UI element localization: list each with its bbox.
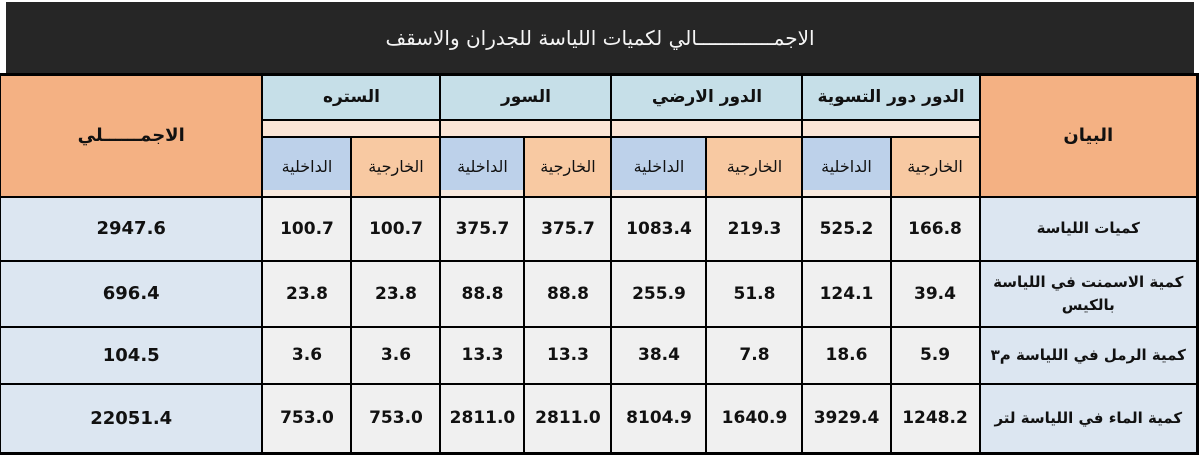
value-cell: 2811.0: [524, 384, 611, 454]
value-cell: 124.1: [802, 261, 890, 327]
separator-cell: [440, 120, 611, 137]
value-cell: 219.3: [706, 197, 802, 261]
value-cell: 3929.4: [802, 384, 890, 454]
subheader-external-basement: الخارجية: [891, 137, 980, 197]
value-cell: 88.8: [524, 261, 611, 327]
value-cell: 375.7: [524, 197, 611, 261]
plaster-quantities-table: [0, 73, 1199, 455]
group-header-basement-floor: الدور دور التسوية: [802, 75, 979, 120]
row-label: كميات اللياسة: [980, 197, 1198, 261]
value-cell: 23.8: [351, 261, 440, 327]
report-title: الاجمـــــــــــــالي لكميات اللياسة للجدران والاسقف: [385, 25, 815, 50]
separator-cell: [611, 120, 802, 137]
header-row-groups: [0, 75, 1198, 120]
row-total-cell: 22051.4: [0, 384, 262, 454]
row-label: كمية الماء في اللياسة لتر: [980, 384, 1198, 454]
table-row-water-liters: [0, 384, 1198, 454]
value-cell: 2811.0: [440, 384, 524, 454]
value-cell: 100.7: [351, 197, 440, 261]
value-cell: 5.9: [891, 327, 980, 384]
row-label: كمية الرمل في اللياسة م٣: [980, 327, 1198, 384]
value-cell: 3.6: [351, 327, 440, 384]
value-cell: 3.6: [262, 327, 351, 384]
group-header-fence-wall: السور: [440, 75, 611, 120]
value-cell: 100.7: [262, 197, 351, 261]
separator-cell: [802, 120, 979, 137]
value-cell: 18.6: [802, 327, 890, 384]
value-cell: 375.7: [440, 197, 524, 261]
subheader-external-parapet: الخارجية: [351, 137, 440, 197]
value-cell: 1083.4: [611, 197, 706, 261]
subheader-internal-basement: الداخلية: [802, 137, 890, 197]
value-cell: 13.3: [524, 327, 611, 384]
row-total-cell: 696.4: [0, 261, 262, 327]
value-cell: 255.9: [611, 261, 706, 327]
value-cell: 23.8: [262, 261, 351, 327]
value-cell: 166.8: [891, 197, 980, 261]
value-cell: 13.3: [440, 327, 524, 384]
group-header-parapet: الستره: [262, 75, 440, 120]
subheader-internal-ground: الداخلية: [611, 137, 706, 197]
table-row-cement-bags: [0, 261, 1198, 327]
subheader-internal-parapet: الداخلية: [262, 137, 351, 197]
subheader-external-ground: الخارجية: [706, 137, 802, 197]
value-cell: 38.4: [611, 327, 706, 384]
value-cell: 1640.9: [706, 384, 802, 454]
grand-total-column-header: الاجمــــــلي: [0, 75, 262, 197]
value-cell: 1248.2: [891, 384, 980, 454]
row-total-cell: 104.5: [0, 327, 262, 384]
value-cell: 525.2: [802, 197, 890, 261]
report-title-bar: [6, 2, 1194, 73]
value-cell: 753.0: [262, 384, 351, 454]
value-cell: 7.8: [706, 327, 802, 384]
subheader-internal-fence: الداخلية: [440, 137, 524, 197]
value-cell: 8104.9: [611, 384, 706, 454]
row-label: كمية الاسمنت في اللياسة بالكيس: [980, 261, 1198, 327]
value-cell: 39.4: [891, 261, 980, 327]
separator-cell: [262, 120, 440, 137]
row-total-cell: 2947.6: [0, 197, 262, 261]
table-row-sand-m3: [0, 327, 1198, 384]
value-cell: 88.8: [440, 261, 524, 327]
statement-column-header: البيان: [980, 75, 1198, 197]
value-cell: 51.8: [706, 261, 802, 327]
value-cell: 753.0: [351, 384, 440, 454]
table-row-plaster-quantity: [0, 197, 1198, 261]
group-header-ground-floor: الدور الارضي: [611, 75, 802, 120]
subheader-external-fence: الخارجية: [524, 137, 611, 197]
